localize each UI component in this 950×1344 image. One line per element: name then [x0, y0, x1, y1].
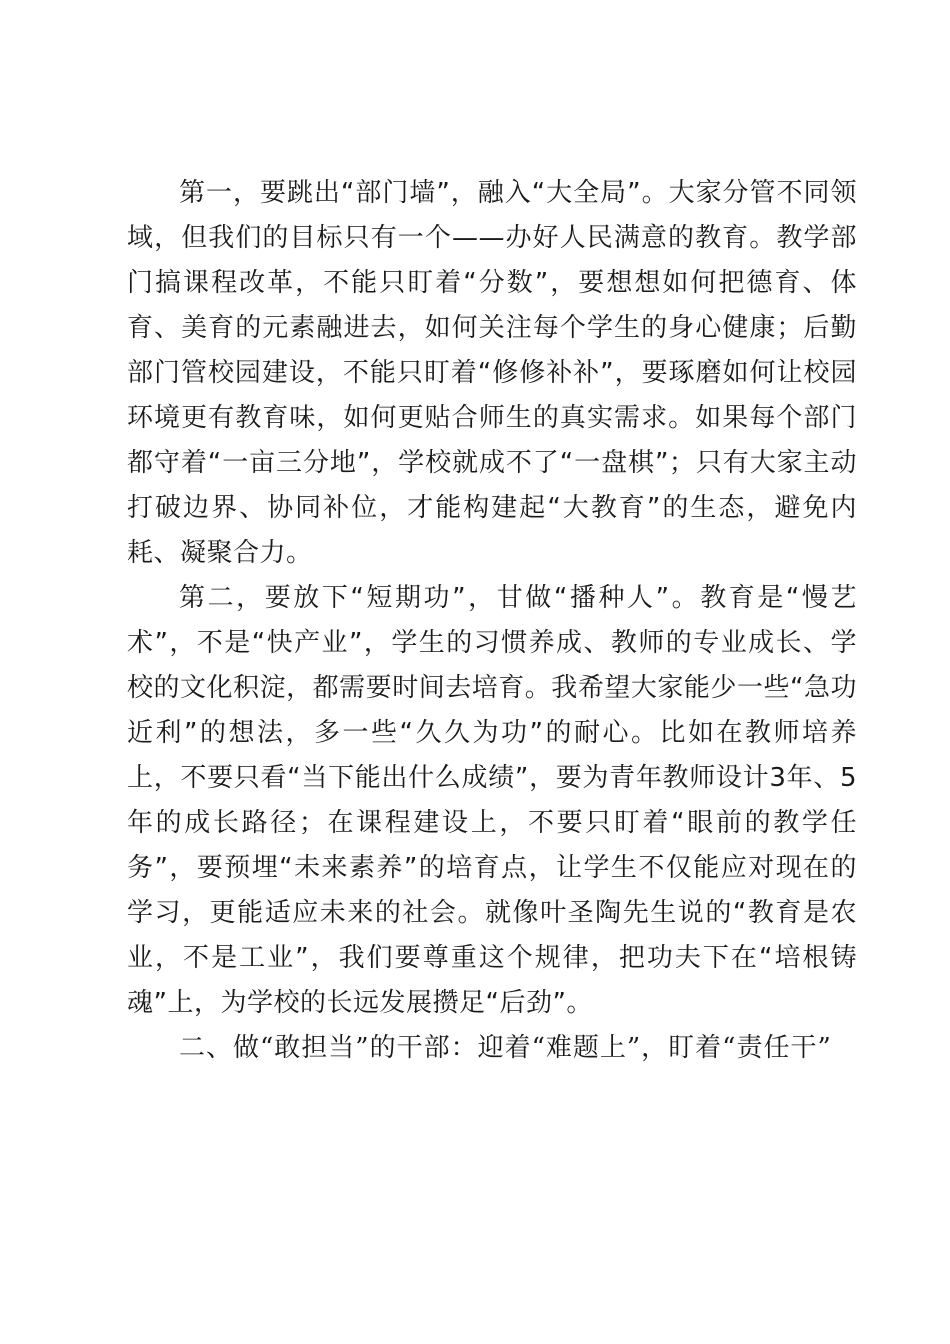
paragraph-first: 第一，要跳出“部门墙”，融入“大全局”。大家分管不同领域，但我们的目标只有一个——办好人民满意的教育。教学部门搞课程改革，不能只盯着“分数”，要想想如何把德育、体育、美育的元素融进去，如何关注每个学生的身心健康；后勤部门管校园建设，不能只盯着“修修补补”，要琢磨如何让校园环境更有教育味，如何更贴合师生的真实需求。如果每个部门都守着“一亩三分地”，学校就成不了“一盘棋”；只有大家主动打破边界、协同补位，才能构建起“大教育”的生态，避免内耗、凝聚合力。: [127, 178, 857, 568]
document-body: [127, 171, 857, 1071]
paragraph-second: 第二，要放下“短期功”，甘做“播种人”。教育是“慢艺术”，不是“快产业”，学生的习惯养成、教师的专业成长、学校的文化积淀，都需要时间去培育。我希望大家能少一些“急功近利”的想法，多一些“久久为功”的耐心。比如在教师培养上，不要只看“当下能出什么成绩”，要为青年教师设计3年、5年的成长路径；在课程建设上，不要只盯着“眼前的教学任务”，要预埋“未来素养”的培育点，让学生不仅能应对现在的学习，更能适应未来的社会。就像叶圣陶先生说的“教育是农业，不是工业”，我们要尊重这个规律，把功夫下在“培根铸魂”上，为学校的长远发展攒足“后劲”。: [127, 583, 857, 1018]
section-heading: 二、做“敢担当”的干部：迎着“难题上”，盯着“责任干”: [179, 1033, 832, 1063]
